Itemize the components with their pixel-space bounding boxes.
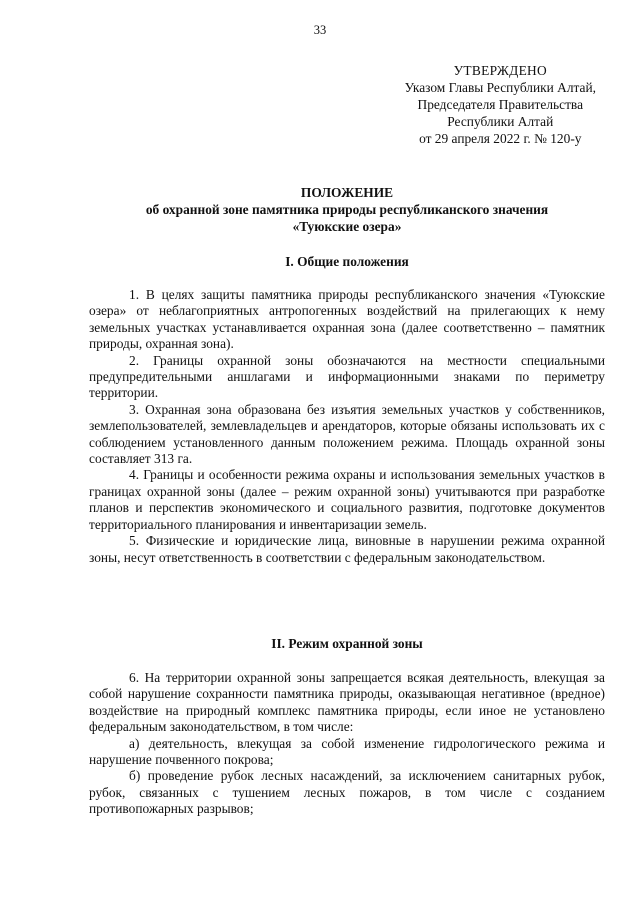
approval-stamp (405, 62, 596, 147)
approval-heading: УТВЕРЖДЕНО (453, 63, 547, 78)
paragraph: б) проведение рубок лесных насаждений, за исключением санитарных рубок, рубок, связанных с тушением лесных пожаров, в том числе с созданием противопожарных разрывов; (89, 768, 605, 817)
approval-line: от 29 апреля 2022 г. № 120-у (419, 131, 582, 146)
paragraph: 4. Границы и особенности режима охраны и использования земельных участков в границах охранной зоны (далее – режим охранной зоны) учитываются при разработке планов и перспектив экономического и социального развития, подготовке документов территориального планирования и инвентаризации земель. (89, 467, 605, 532)
paragraph: 2. Границы охранной зоны обозначаются на местности специальными предупредительными аншлагами и информационными знаками по периметру территории. (89, 352, 605, 401)
title-line: об охранной зоне памятника природы республиканского значения (145, 202, 549, 217)
page-number: 33 (313, 23, 327, 37)
section-body-general (89, 287, 605, 566)
paragraph: 5. Физические и юридические лица, виновные в нарушении режима охранной зоны, несут ответственность в соответствии с федеральным законодательством. (89, 533, 605, 565)
title-line: ПОЛОЖЕНИЕ (300, 185, 394, 200)
approval-line: Председателя Правительства (417, 97, 584, 112)
paragraph: 3. Охранная зона образована без изъятия земельных участков у собственников, землепользователей, землевладельцев и арендаторов, которые обязаны использовать их с соблюдением установленного данным положением режима. Площадь охранной зоны составляет 313 га. (89, 401, 605, 467)
paragraph: а) деятельность, влекущая за собой изменение гидрологического режима и нарушение почвенного покрова; (89, 735, 605, 768)
section-heading-general: I. Общие положения (285, 254, 409, 269)
section-body-regime (89, 670, 605, 818)
section-heading-regime: II. Режим охранной зоны (271, 636, 423, 651)
document-title (89, 184, 605, 235)
paragraph: 6. На территории охранной зоны запрещается всякая деятельность, влекущая за собой нарушение сохранности памятника природы, оказывающая негативное (вредное) воздействие на природный комплекс памятника природы, если иное не установлено федеральным законодательством, в том числе: (89, 670, 605, 735)
paragraph: 1. В целях защиты памятника природы республиканского значения «Туюкские озера» от неблагоприятных антропогенных воздействий на прилегающих к нему земельных участках устанавливается охранная зона (далее соответственно – памятник природы, охранная зона). (89, 287, 605, 352)
title-line: «Туюкские озера» (292, 219, 402, 234)
approval-line: Республики Алтай (447, 114, 554, 129)
approval-line: Указом Главы Республики Алтай, (404, 80, 596, 95)
